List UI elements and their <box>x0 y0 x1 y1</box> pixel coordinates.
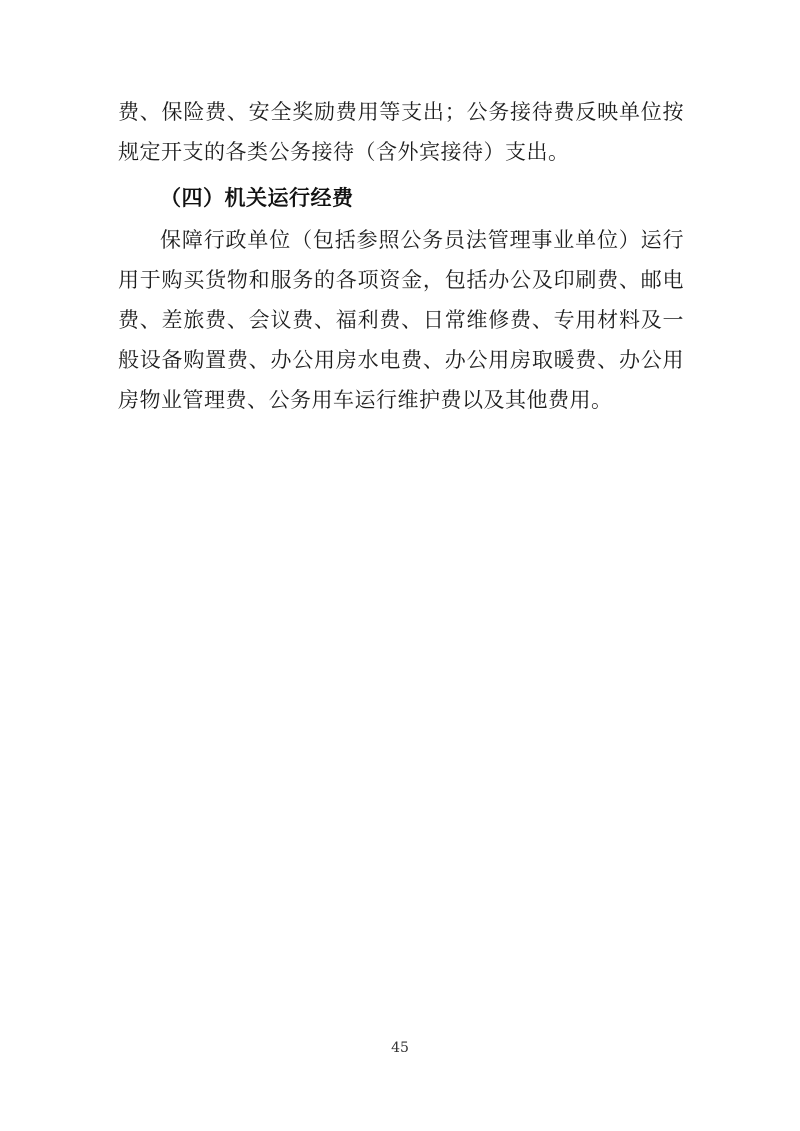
page-content <box>118 92 684 420</box>
section-heading-four: （四）机关运行经费 <box>160 185 354 210</box>
page-number: 45 <box>391 1040 409 1056</box>
paragraph-continued: 费、保险费、安全奖励费用等支出；公务接待费反映单位按规定开支的各类公务接待（含外宾接待）支出。 <box>118 100 684 164</box>
section-body-paragraph: 保障行政单位（包括参照公务员法管理事业单位）运行用于购买货物和服务的各项资金，包括办公及印刷费、邮电费、差旅费、会议费、福利费、日常维修费、专用材料及一般设备购置费、办公用房水电费、办公用房取暖费、办公用房物业管理费、公务用车运行维护费以及其他费用。 <box>118 228 684 412</box>
